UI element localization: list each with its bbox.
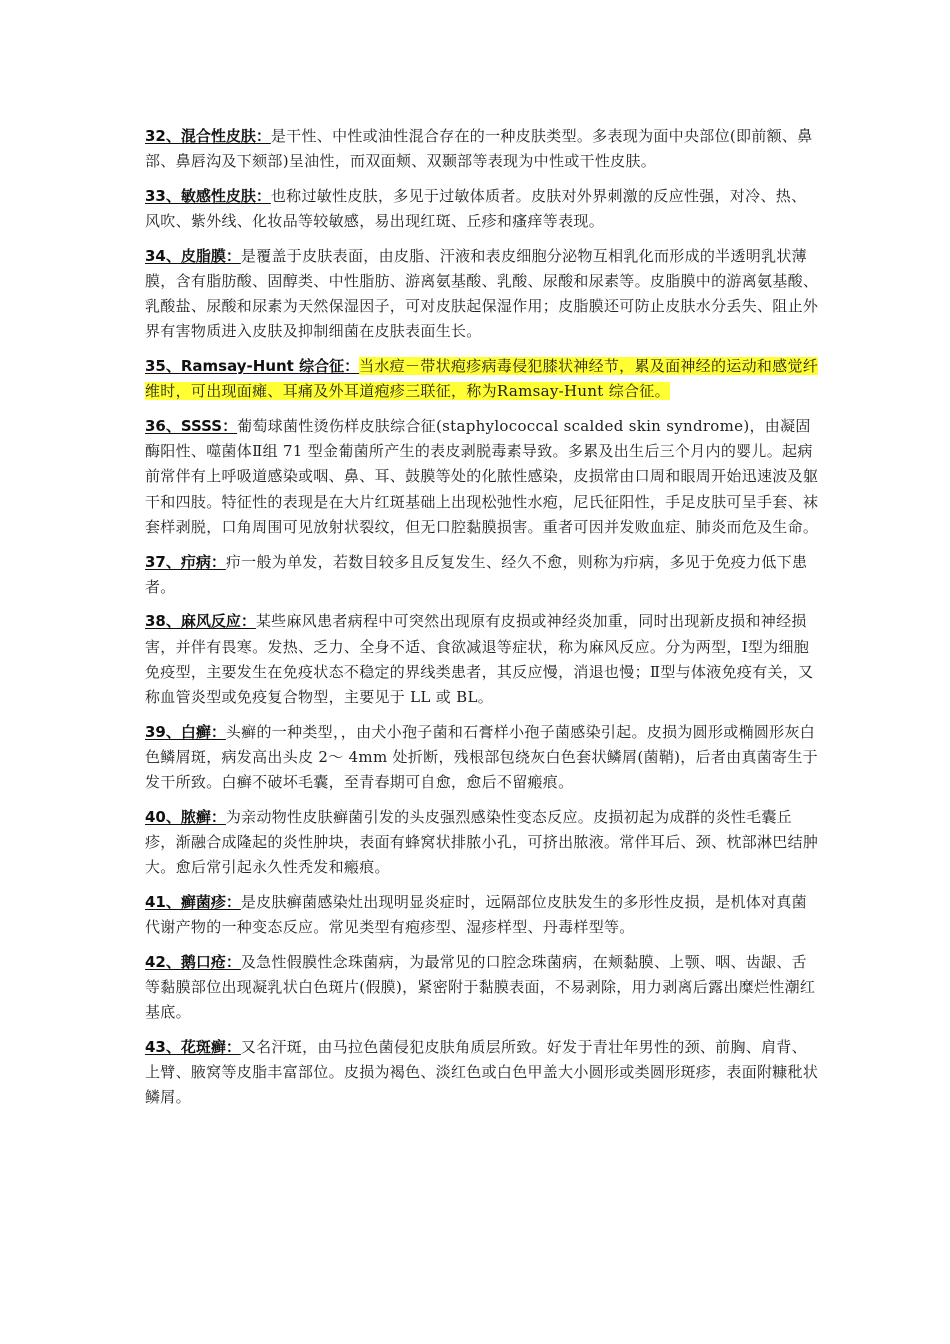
entry-41	[145, 890, 821, 940]
entry-definition: 也称过敏性皮肤，多见于过敏体质者。皮肤对外界刺激的反应性强，对冷、热、风吹、紫外线、化妆品等较敏感，易出现红斑、丘疹和瘙痒等表现。	[145, 186, 807, 231]
entry-definition: 当水痘－带状疱疹病毒侵犯膝状神经节，累及面神经的运动和感觉纤维时，可出现面瘫、耳痛及外耳道疱疹三联征，称为Ramsay-Hunt 综合征。	[145, 357, 819, 401]
entry-39	[145, 720, 821, 796]
entry-definition: 又名汗斑，由马拉色菌侵犯皮肤角质层所致。好发于青壮年男性的颈、前胸、肩背、上臂、腋窝等皮脂丰富部位。皮损为褐色、淡红色或白色甲盖大小圆形或类圆形斑疹，表面附糠秕状鳞屑。	[145, 1038, 819, 1107]
document-page	[145, 124, 821, 1120]
entry-term: 41、癣菌疹：	[145, 892, 241, 911]
entry-definition: 是干性、中性或油性混合存在的一种皮肤类型。多表现为面中央部位(即前额、鼻部、鼻唇沟及下颏部)呈油性，而双面颊、双颞部等表现为中性或干性皮肤。	[145, 127, 813, 171]
entry-40	[145, 805, 821, 881]
entry-37	[145, 550, 821, 600]
entry-term: 32、混合性皮肤：	[145, 127, 271, 145]
entry-term: 33、敏感性皮肤：	[145, 186, 271, 205]
entry-term: 36、SSSS：	[145, 417, 238, 436]
entry-definition: 为亲动物性皮肤癣菌引发的头皮强烈感染性变态反应。皮损初起为成群的炎性毛囊丘疹，渐融合成隆起的炎性肿块，表面有蜂窝状排脓小孔，可挤出脓液。常伴耳后、颈、枕部淋巴结肿大。愈后常引起永久性秃发和瘢痕。	[145, 807, 819, 877]
entry-definition: 某些麻风患者病程中可突然出现原有皮损或神经炎加重，同时出现新皮损和神经损害，并伴有畏寒。发热、乏力、全身不适、食欲减退等症状，称为麻风反应。分为两型，Ⅰ型为细胞免疫型，主要发生在免疫状态不稳定的界线类患者，其反应慢，消退也慢；Ⅱ型与体液免疫有关，又称血管炎型或免疫复合物型，主要见于 LL 或 BL。	[145, 612, 814, 707]
entry-term: 42、鹅口疮：	[145, 952, 241, 971]
entry-definition: 是覆盖于皮肤表面，由皮脂、汗液和表皮细胞分泌物互相乳化而形成的半透明乳状薄膜，含有脂肪酸、固醇类、中性脂肪、游离氨基酸、乳酸、尿酸和尿素等。皮脂膜中的游离氨基酸、乳酸盐、尿酸和尿素为天然保湿因子，可对皮肤起保湿作用；皮脂膜还可防止皮肤水分丢失、阻止外界有害物质进入皮肤及抑制细菌在皮肤表面生长。	[145, 246, 819, 341]
entry-term: 40、脓癣：	[145, 807, 226, 826]
entry-term: 34、皮脂膜：	[145, 246, 241, 265]
entry-definition: 头癣的一种类型，，由犬小孢子菌和石膏样小孢子菌感染引起。皮损为圆形或椭圆形灰白色鳞屑斑，病发高出头皮 2～ 4mm 处折断，残根部包绕灰白色套状鳞屑(菌鞘)，后者由真菌寄生于发干所致。白癣不破坏毛囊，至青春期可自愈，愈后不留瘢痕。	[145, 722, 818, 792]
entry-42	[145, 950, 821, 1026]
entry-definition: 及急性假膜性念珠菌病，为最常见的口腔念珠菌病，在颊黏膜、上颚、咽、齿龈、舌等黏膜部位出现凝乳状白色斑片(假膜)，紧密附于黏膜表面，不易剥除，用力剥离后露出糜烂性潮红基底。	[145, 952, 816, 1022]
entry-38	[145, 609, 821, 710]
entry-term: 43、花斑癣：	[145, 1038, 241, 1056]
entry-definition: 疖一般为单发，若数目较多且反复发生、经久不愈，则称为疖病，多见于免疫力低下患者。	[145, 552, 808, 596]
entry-term: 38、麻风反应：	[145, 612, 256, 631]
entry-35	[145, 354, 821, 404]
entry-term: 37、疖病：	[145, 552, 226, 571]
highlighted-entry	[145, 357, 818, 400]
entry-36	[145, 414, 821, 540]
entry-34	[145, 244, 821, 345]
entry-term: 35、Ramsay-Hunt 综合征：	[145, 357, 360, 376]
entry-definition: 是皮肤癣菌感染灶出现明显炎症时，远隔部位皮肤发生的多形性皮损，是机体对真菌代谢产物的一种变态反应。常见类型有疱疹型、湿疹样型、丹毒样型等。	[145, 892, 807, 937]
entry-term: 39、白癣：	[145, 722, 226, 741]
entry-definition: 葡萄球菌性烫伤样皮肤综合征(staphylococcal scalded skin syndrome)，由凝固酶阳性、噬菌体Ⅱ组 71 型金葡菌所产生的表皮剥脱毒素导致。多累及出生后三个月内的婴儿。起病前常伴有上呼吸道感染或咽、鼻、耳、鼓膜等处的化脓性感染，皮损常由口周和眼周开始迅速波及躯干和四肢。特征性的表现是在大片红斑基础上出现松弛性水疱，尼氏征阳性，手足皮肤可呈手套、袜套样剥脱，口角周围可见放射状裂纹，但无口腔黏膜损害。重者可因并发败血症、肺炎而危及生命。	[145, 417, 819, 536]
entry-43	[145, 1035, 821, 1111]
entry-32	[145, 124, 821, 174]
entry-33	[145, 184, 821, 234]
